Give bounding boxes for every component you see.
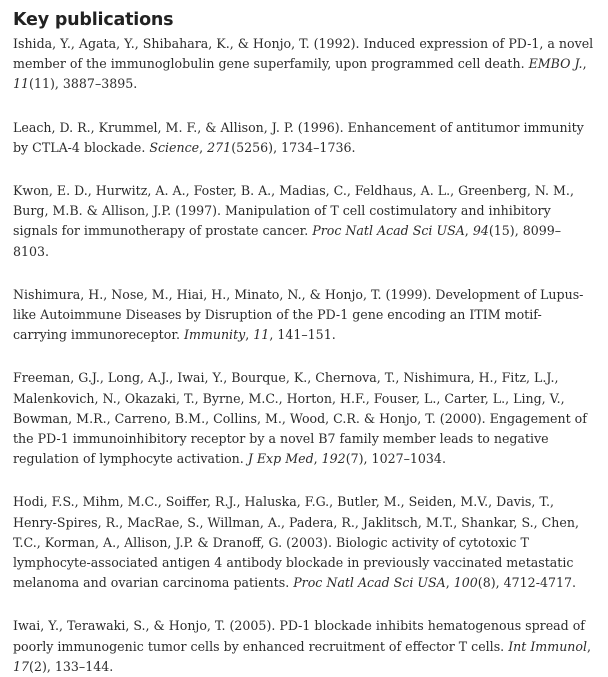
issue: (15),	[488, 223, 519, 239]
journal-name: EMBO J.	[528, 56, 583, 72]
volume: 17	[13, 658, 30, 674]
separator: ,	[464, 223, 473, 239]
citation-text: Ishida, Y., Agata, Y., Shibahara, K., & Honjo, T. (1992). Induced expression of PD-1, a novel member of the immunoglobulin gene superfamily, upon programmed cell death.	[13, 36, 594, 72]
issue: (7),	[345, 451, 368, 467]
issue: ,	[269, 327, 274, 343]
volume: 11	[253, 327, 270, 343]
publication-item	[13, 616, 595, 677]
journal-name: J Exp Med	[247, 451, 314, 467]
citation-text: Freeman, G.J., Long, A.J., Iwai, Y., Bourque, K., Chernova, T., Nishimura, H., Fitz, L.J., Malenkovich, N., Okazaki, T., Byrne, M.C., Horton, H.F., Fouser, L., Carter, L., Ling, V., Bowman, M.R., Carreno, B.M., Collins, M., Wood, C.R. & Honjo, T. (2000). Engagement of the PD-1 immunoinhibitory receptor by a novel B7 family member leads to negative regulation of lymphocyte activation.	[13, 370, 587, 467]
citation-text: Nishimura, H., Nose, M., Hiai, H., Minato, N., & Honjo, T. (1999). Development of Lupus-like Autoimmune Diseases by Disruption of the PD-1 gene encoding an ITIM motif-carrying immunoreceptor.	[13, 286, 584, 343]
publication-item	[13, 118, 595, 158]
issue: (5256),	[231, 139, 278, 155]
citation-text: Iwai, Y., Terawaki, S., & Honjo, T. (2005). PD-1 blockade inhibits hematogenous spread of poorly immunogenic tumor cells by enhanced recruitment of effector T cells.	[13, 618, 585, 654]
key-publications-section	[13, 8, 595, 677]
publication-item	[13, 368, 595, 469]
issue: (2),	[29, 658, 51, 674]
journal-name: Int Immunol	[508, 638, 588, 654]
journal-name: Immunity	[183, 327, 246, 343]
citation-text: Hodi, F.S., Mihm, M.C., Soiffer, R.J., Haluska, F.G., Butler, M., Seiden, M.V., Davis, T., Henry-Spires, R., MacRae, S., Willman, A., Padera, R., Jaklitsch, M.T., Shankar, S., Chen, T.C., Korman, A., Allison, J.P. & Dranoff, G. (2003). Biologic activity of cytotoxic T lymphocyte-associated antigen 4 antibody blockade in previously vaccinated metastatic melanoma and ovarian carcinoma patients.	[13, 494, 579, 591]
volume: 100	[453, 575, 478, 591]
citation-text: Leach, D. R., Krummel, M. F., & Allison, J. P. (1996). Enhancement of antitumor immunity by CTLA-4 blockade.	[13, 119, 584, 155]
journal-name: Science	[149, 139, 200, 155]
pages: 4712-4717.	[499, 575, 577, 591]
pages: 1734–1736.	[277, 139, 356, 155]
separator: ,	[313, 451, 322, 467]
pages: 3887–3895.	[58, 76, 138, 92]
section-heading: Key publications	[13, 10, 174, 30]
pages: 133–144.	[50, 658, 114, 674]
pages: 141–151.	[273, 327, 336, 343]
pages: 1027–1034.	[367, 451, 446, 467]
separator: ,	[445, 575, 454, 591]
journal-name: Proc Natl Acad Sci USA	[293, 575, 446, 591]
volume: 192	[321, 451, 346, 467]
pages: 8099–8103.	[13, 223, 562, 259]
separator: ,	[245, 327, 254, 343]
issue: (11),	[29, 76, 59, 92]
volume: 271	[207, 139, 232, 155]
publication-item	[13, 285, 595, 346]
separator: ,	[582, 56, 587, 72]
publication-item	[13, 181, 595, 262]
citation-text: Kwon, E. D., Hurwitz, A. A., Foster, B. A., Madias, C., Feldhaus, A. L., Greenberg, N. M., Burg, M.B. & Allison, J.P. (1997). Manipulation of T cell costimulatory and inhibitory signals for immunotherapy of prostate cancer.	[13, 183, 574, 239]
issue: (8),	[477, 575, 500, 591]
publication-item	[13, 34, 595, 95]
volume: 94	[472, 223, 489, 239]
separator: ,	[587, 638, 592, 654]
publication-item	[13, 492, 595, 593]
journal-name: Proc Natl Acad Sci USA	[312, 223, 465, 239]
separator: ,	[199, 139, 208, 155]
volume: 11	[13, 76, 30, 92]
